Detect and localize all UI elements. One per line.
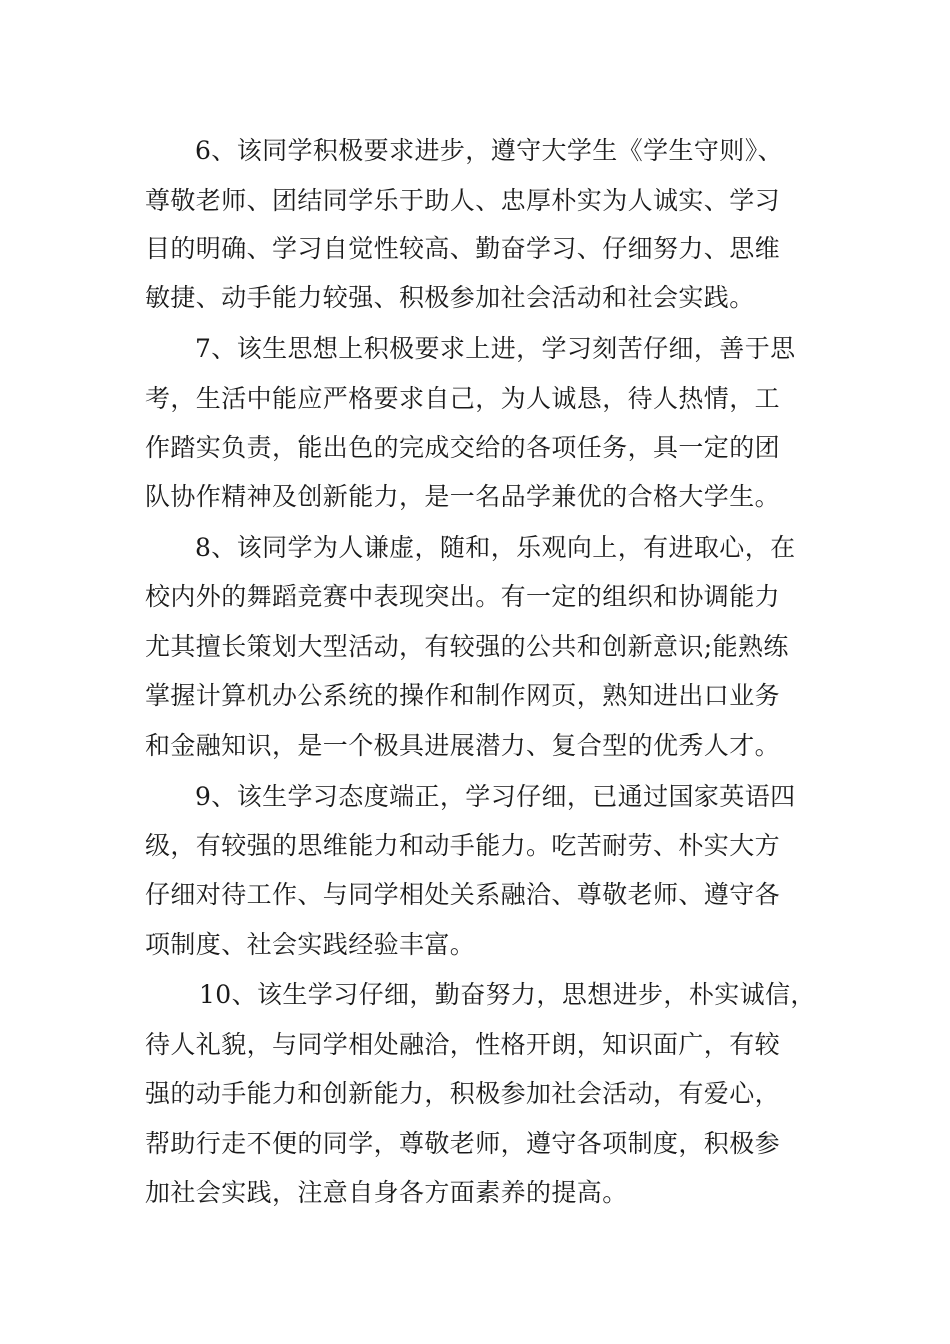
paragraph-8-line-4: 掌握计算机办公系统的操作和制作网页，熟知进出口业务 xyxy=(145,681,781,710)
paragraph-6-line-4: 敏捷、动手能力较强、积极参加社会活动和社会实践。 xyxy=(145,283,755,312)
paragraph-7-line-1: 7、该生思想上积极要求上进，学习刻苦仔细，善于思 xyxy=(195,334,796,363)
paragraph-6-line-3: 目的明确、学习自觉性较高、勤奋学习、仔细努力、思维 xyxy=(145,234,781,263)
paragraph-8-line-3: 尤其擅长策划大型活动，有较强的公共和创新意识;能熟练 xyxy=(145,632,789,661)
paragraph-7-line-4: 队协作精神及创新能力，是一名品学兼优的合格大学生。 xyxy=(145,482,781,511)
paragraph-10-line-3: 强的动手能力和创新能力，积极参加社会活动，有爱心， xyxy=(145,1079,781,1108)
paragraph-8-line-2: 校内外的舞蹈竞赛中表现突出。有一定的组织和协调能力 xyxy=(145,582,781,611)
paragraph-9-line-2: 级，有较强的思维能力和动手能力。吃苦耐劳、朴实大方 xyxy=(145,831,781,860)
paragraph-10-line-2: 待人礼貌，与同学相处融洽，性格开朗，知识面广，有较 xyxy=(145,1030,781,1059)
paragraph-7-line-3: 作踏实负责，能出色的完成交给的各项任务，具一定的团 xyxy=(145,433,781,462)
paragraph-7-line-2: 考，生活中能应严格要求自己，为人诚恳，待人热情，工 xyxy=(145,384,781,413)
paragraph-8-line-5: 和金融知识，是一个极具进展潜力、复合型的优秀人才。 xyxy=(145,731,781,760)
paragraph-10-line-1: 10、该生学习仔细，勤奋努力，思想进步，朴实诚信， xyxy=(199,980,816,1009)
paragraph-6-line-2: 尊敬老师、团结同学乐于助人、忠厚朴实为人诚实、学习 xyxy=(145,186,781,215)
paragraph-6-line-1: 6、该同学积极要求进步，遵守大学生《学生守则》、 xyxy=(195,136,784,165)
paragraph-10-line-5: 加社会实践，注意自身各方面素养的提高。 xyxy=(145,1178,628,1207)
paragraph-9-line-4: 项制度、社会实践经验丰富。 xyxy=(145,930,476,959)
paragraph-8-line-1: 8、该同学为人谦虚，随和，乐观向上，有进取心，在 xyxy=(195,533,796,562)
paragraph-9-line-3: 仔细对待工作、与同学相处关系融洽、尊敬老师、遵守各 xyxy=(145,880,781,909)
paragraph-10-line-4: 帮助行走不便的同学，尊敬老师，遵守各项制度，积极参 xyxy=(145,1129,781,1158)
paragraph-9-line-1: 9、该生学习态度端正，学习仔细，已通过国家英语四 xyxy=(195,782,796,811)
